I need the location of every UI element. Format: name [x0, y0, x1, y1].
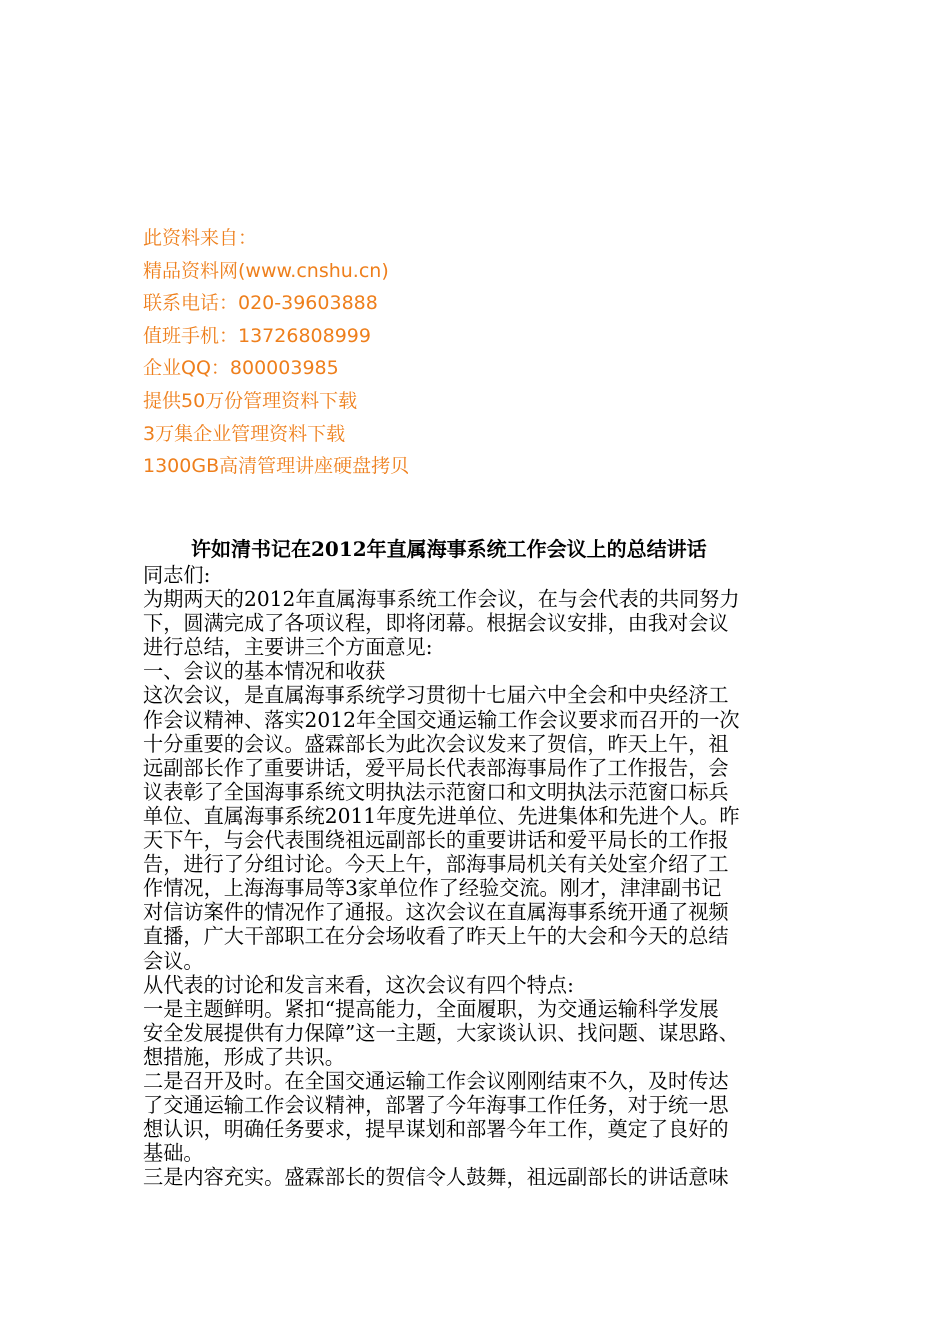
- website-line: 精品资料网(www.cnshu.cn): [143, 259, 389, 282]
- source-info-block: [143, 222, 409, 483]
- phone-line: 联系电话：020-39603888: [143, 292, 378, 315]
- body-line: 直播，广大干部职工在分会场收看了昨天上午的大会和今天的总结: [143, 924, 729, 949]
- body-paragraph: [143, 563, 813, 587]
- body-paragraph: [143, 659, 813, 683]
- body-line: 作情况，上海海事局等3家单位作了经验交流。刚才，津津副书记: [143, 876, 722, 901]
- offer-line-3: 1300GB高清管理讲座硬盘拷贝: [143, 455, 410, 478]
- body-line: 远副部长作了重要讲话，爱平局长代表部海事局作了工作报告，会: [143, 755, 729, 780]
- body-paragraph: [143, 683, 813, 972]
- document-title: 许如清书记在2012年直属海事系统工作会议上的总结讲话: [191, 537, 707, 561]
- body-line: 下，圆满完成了各项议程，即将闭幕。根据会议安排，由我对会议: [143, 611, 729, 636]
- body-paragraph: [143, 1165, 813, 1189]
- body-paragraph: [143, 973, 813, 997]
- body-line: 告，进行了分组讨论。今天上午，部海事局机关有关处室介绍了工: [143, 852, 729, 877]
- offer-line-1: 提供50万份管理资料下载: [143, 389, 358, 412]
- body-paragraph: [143, 997, 813, 1069]
- body-line: 对信访案件的情况作了通报。这次会议在直属海事系统开通了视频: [143, 900, 729, 925]
- body-line: 一是主题鲜明。紧扣“提高能力，全面履职，为交通运输科学发展: [143, 996, 719, 1021]
- body-line: 同志们:: [143, 563, 211, 587]
- body-line: 安全发展提供有力保障”这一主题，大家谈认识、找问题、谋思路、: [143, 1020, 739, 1045]
- qq-line: 企业QQ：800003985: [143, 357, 339, 380]
- body-line: 进行总结，主要讲三个方面意见:: [143, 635, 433, 660]
- offer-line-2: 3万集企业管理资料下载: [143, 422, 346, 445]
- body-line: 想认识，明确任务要求，提早谋划和部署今年工作，奠定了良好的: [143, 1117, 729, 1142]
- body-line: 一、会议的基本情况和收获: [143, 659, 386, 684]
- body-line: 二是召开及时。在全国交通运输工作会议刚刚结束不久，及时传达: [143, 1068, 729, 1093]
- source-label: 此资料来自：: [143, 227, 258, 249]
- body-line: 从代表的讨论和发言来看，这次会议有四个特点:: [143, 972, 574, 997]
- body-line: 三是内容充实。盛霖部长的贺信令人鼓舞，祖远副部长的讲话意味: [143, 1165, 729, 1190]
- body-line: 单位、直属海事系统2011年度先进单位、先进集体和先进个人。昨: [143, 803, 740, 828]
- body-line: 十分重要的会议。盛霖部长为此次会议发来了贺信，昨天上午，祖: [143, 731, 729, 756]
- body-line: 作会议精神、落实2012年全国交通运输工作会议要求而召开的一次: [143, 707, 740, 732]
- body-line: 基础。: [143, 1141, 204, 1166]
- body-paragraph: [143, 587, 813, 659]
- speech-document: [143, 536, 813, 1189]
- body-line: 议表彰了全国海事系统文明执法示范窗口和文明执法示范窗口标兵: [143, 779, 729, 804]
- body-paragraph: [143, 1069, 813, 1165]
- document-body: [143, 563, 813, 1189]
- body-line: 这次会议，是直属海事系统学习贯彻十七届六中全会和中央经济工: [143, 683, 729, 708]
- body-line: 想措施，形成了共识。: [143, 1044, 345, 1069]
- body-line: 了交通运输工作会议精神，部署了今年海事工作任务，对于统一思: [143, 1093, 729, 1118]
- body-line: 会议。: [143, 948, 204, 973]
- mobile-line: 值班手机：13726808999: [143, 324, 371, 347]
- body-line: 天下午，与会代表围绕祖远副部长的重要讲话和爱平局长的工作报: [143, 828, 729, 853]
- body-line: 为期两天的2012年直属海事系统工作会议，在与会代表的共同努力: [143, 587, 740, 612]
